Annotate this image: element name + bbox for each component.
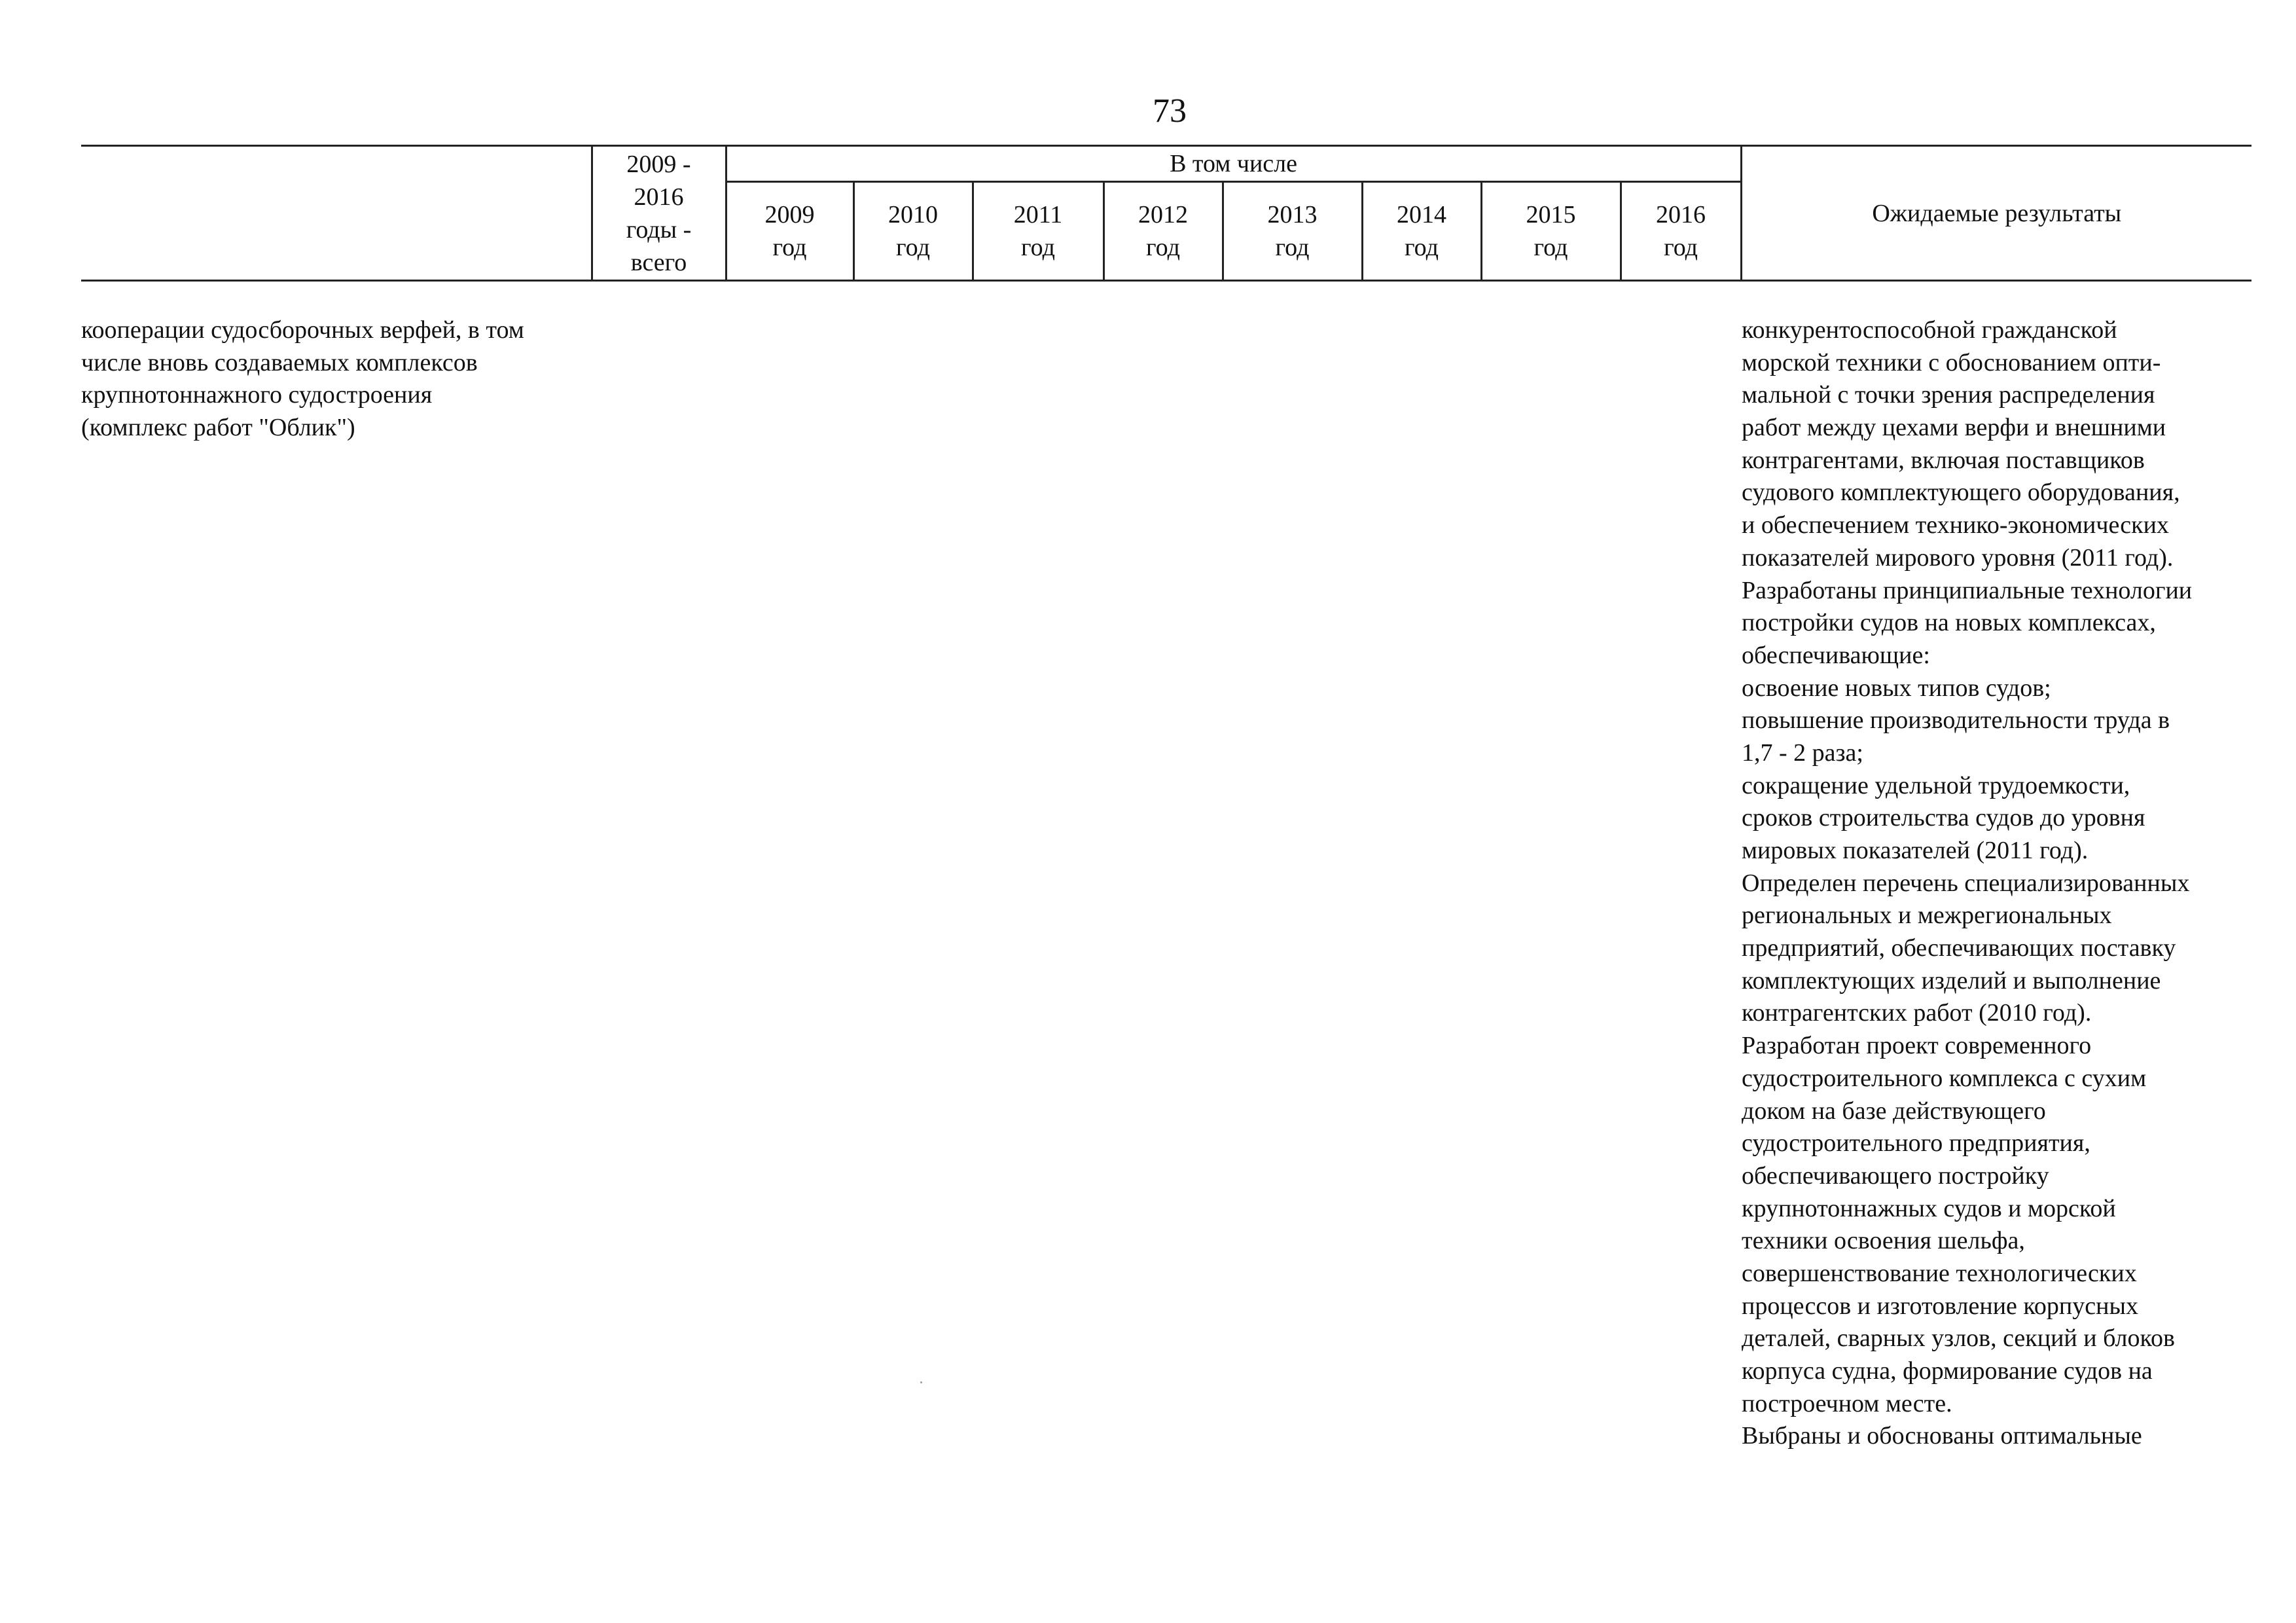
text-line: работ между цехами верфи и внешними: [1742, 414, 2166, 442]
header-year-2012: [1103, 182, 1223, 281]
text-line: сокращение удельной трудоемкости,: [1742, 771, 2130, 799]
text-line: крупнотоннажного судостроения: [81, 381, 433, 409]
year-value: 2015: [1526, 201, 1576, 228]
header-year-2016: [1621, 182, 1741, 281]
text-line: и обеспечением технико-экономических: [1742, 511, 2169, 539]
text-line: Разработаны принципиальные технологии: [1742, 576, 2193, 604]
text-line: обеспечивающего постройку: [1742, 1161, 2049, 1190]
text-line: корпуса судна, формирование судов на: [1742, 1357, 2153, 1385]
text-line: судостроительного комплекса с сухим: [1742, 1064, 2147, 1092]
scan-speck: [920, 1381, 922, 1383]
year-value: 2009: [764, 201, 815, 228]
year-unit: год: [1405, 234, 1439, 261]
text-line: Определен перечень специализированных: [1742, 869, 2190, 897]
text-line: Разработан проект современного: [1742, 1032, 2092, 1060]
year-value: 2010: [888, 201, 938, 228]
text-line: морской техники с обоснованием опти-: [1742, 348, 2161, 376]
header-year-2009: [726, 182, 853, 281]
year-unit: год: [1534, 234, 1568, 261]
table-header: [81, 145, 2251, 282]
header-group-label: В том числе: [726, 146, 1741, 182]
text-line: процессов и изготовление корпусных: [1742, 1292, 2138, 1320]
header-expected-results: Ожидаемые результаты: [1741, 146, 2251, 281]
text-line: мальной с точки зрения распределения: [1742, 381, 2155, 409]
text-line: крупнотоннажных судов и морской: [1742, 1194, 2116, 1222]
text-line: судового комплектующего оборудования,: [1742, 479, 2180, 507]
year-unit: год: [1021, 234, 1055, 261]
year-unit: год: [1275, 234, 1310, 261]
year-value: 2016: [1656, 201, 1706, 228]
text-line: региональных и межрегиональных: [1742, 902, 2112, 930]
text-line: обеспечивающие:: [1742, 641, 1930, 669]
text-line: кооперации судосборочных верфей, в том: [81, 316, 524, 344]
text-line: техники освоения шельфа,: [1742, 1227, 2025, 1255]
text-line: числе вновь создаваемых комплексов: [81, 348, 478, 376]
header-year-2011: [973, 182, 1103, 281]
text-line: Выбраны и обоснованы оптимальные: [1742, 1422, 2142, 1450]
total-label-line: 2009 -: [626, 150, 691, 178]
text-line: деталей, сварных узлов, секций и блоков: [1742, 1324, 2175, 1353]
header-total-period: [592, 146, 726, 281]
text-line: мировых показателей (2011 год).: [1742, 837, 2089, 864]
year-value: 2014: [1397, 201, 1446, 228]
total-label-line: 2016: [634, 183, 684, 211]
expected-results-text: [1742, 314, 2192, 1453]
text-line: доком на базе действующего: [1742, 1097, 2046, 1125]
text-line: совершенствование технологических: [1742, 1259, 2137, 1287]
text-line: конкурентоспособной гражданской: [1742, 316, 2117, 344]
year-value: 2012: [1138, 201, 1188, 228]
text-line: построечном месте.: [1742, 1389, 1952, 1417]
header-year-2014: [1362, 182, 1481, 281]
text-line: комплектующих изделий и выполнение: [1742, 966, 2161, 994]
year-value: 2011: [1013, 201, 1063, 228]
text-line: 1,7 - 2 раза;: [1742, 739, 1863, 767]
total-label-line: всего: [630, 248, 687, 276]
year-unit: год: [896, 234, 930, 261]
total-label-line: годы -: [626, 215, 692, 244]
text-line: показателей мирового уровня (2011 год).: [1742, 543, 2174, 572]
header-year-2013: [1223, 182, 1362, 281]
activity-description: [81, 314, 524, 445]
page-number: 73: [1153, 92, 1187, 130]
text-line: сроков строительства судов до уровня: [1742, 804, 2145, 832]
text-line: освоение новых типов судов;: [1742, 674, 2051, 702]
year-unit: год: [1146, 234, 1180, 261]
text-line: предприятий, обеспечивающих поставку: [1742, 934, 2176, 962]
text-line: повышение производительности труда в: [1742, 706, 2170, 735]
text-line: постройки судов на новых комплексах,: [1742, 609, 2156, 637]
header-year-2015: [1481, 182, 1621, 281]
text-line: судостроительного предприятия,: [1742, 1129, 2090, 1158]
year-value: 2013: [1267, 201, 1318, 228]
year-unit: год: [772, 234, 807, 261]
text-line: контрагентами, включая поставщиков: [1742, 446, 2145, 474]
text-line: контрагентских работ (2010 год).: [1742, 999, 2092, 1027]
text-line: (комплекс работ "Облик"): [81, 414, 355, 442]
header-blank-cell: [81, 146, 592, 281]
year-unit: год: [1664, 234, 1698, 261]
header-year-2010: [853, 182, 973, 281]
